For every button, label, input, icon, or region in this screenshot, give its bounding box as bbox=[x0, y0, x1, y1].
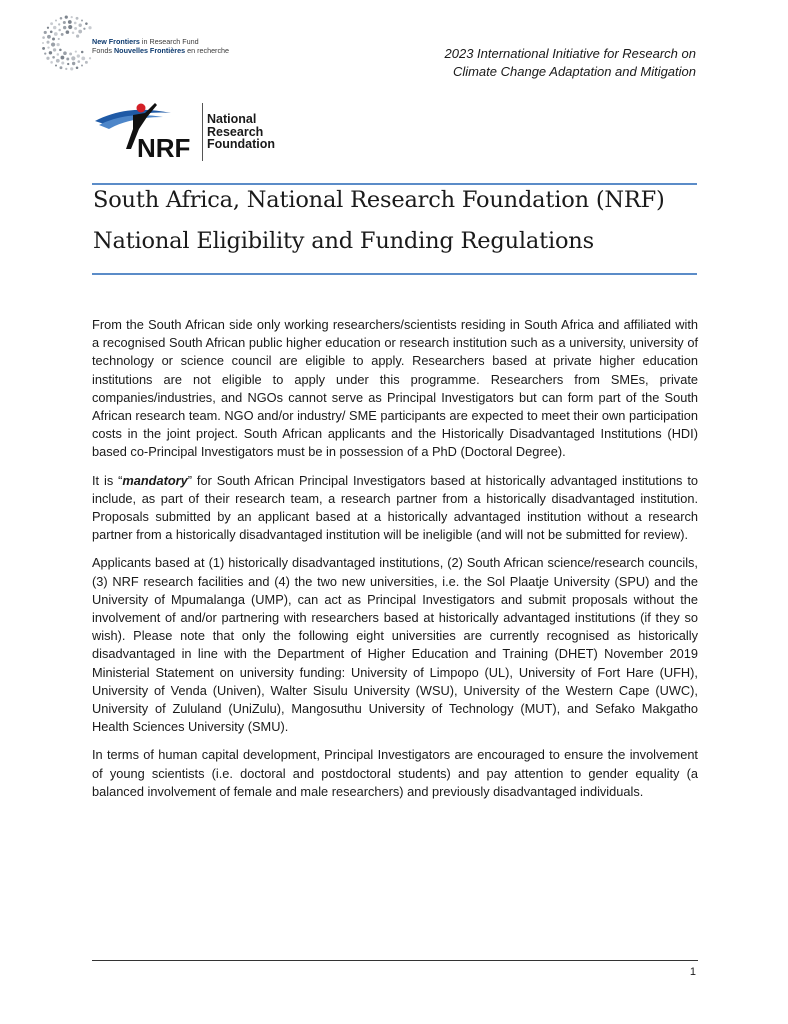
nrf-logo-divider bbox=[202, 103, 203, 161]
paragraph-mandatory: It is “mandatory” for South African Principal Investigators based at historically advantaged institutions to include, as part of their research team, a research partner from a historically disadvantaged institution. Proposals submitted by an applicant based at a historically advantaged institution without a research partner from a historically disadvantaged institution will be ineligible (and will not be submitted for review). bbox=[92, 472, 698, 543]
nfrf-dot bbox=[66, 30, 70, 34]
nfrf-dot bbox=[52, 56, 55, 59]
nfrf-dot bbox=[70, 67, 73, 70]
nrf-logo-name: National Research Foundation bbox=[207, 112, 276, 151]
nfrf-dot bbox=[78, 30, 82, 34]
nfrf-dot bbox=[60, 17, 63, 20]
nfrf-dot bbox=[51, 42, 55, 46]
page-subtitle: National Eligibility and Funding Regulations bbox=[93, 228, 594, 254]
nfrf-dot bbox=[59, 49, 62, 52]
nrf-acronym: NRF bbox=[137, 133, 191, 163]
nfrf-dot bbox=[55, 65, 57, 67]
nfrf-dot bbox=[67, 63, 69, 65]
nfrf-dot bbox=[76, 35, 79, 38]
nfrf-dot bbox=[61, 62, 64, 65]
title-top-rule bbox=[92, 183, 697, 185]
nfrf-dot bbox=[81, 20, 83, 22]
nfrf-dot bbox=[77, 60, 80, 63]
nfrf-dot bbox=[53, 48, 56, 51]
nfrf-dot bbox=[52, 38, 55, 41]
header-line-2: Climate Change Adaptation and Mitigation bbox=[452, 63, 696, 79]
nfrf-dot bbox=[75, 51, 77, 53]
nfrf-dot bbox=[47, 41, 50, 44]
nfrf-dot bbox=[58, 23, 60, 25]
nfrf-dot bbox=[47, 35, 51, 39]
nfrf-dot bbox=[77, 54, 80, 57]
nfrf-dot bbox=[83, 28, 85, 30]
nfrf-dot bbox=[61, 56, 65, 60]
nfrf-dot bbox=[68, 20, 72, 24]
paragraph-hdi-applicants: Applicants based at (1) historically disadvantaged institutions, (2) South African science/research councils, (3) NRF research facilities and (4) the two new universities, i.e. the Sol Plaatje University (SPU) and the University of Mpumalanga (UMP), can act as Principal Investigators and submit proposals without the involvement of and/or partnering with researchers based at historically advantaged institutions (if they so wish). Please note that only the following eight universities are currently recognised as historically disadvantaged in line with the Department of Higher Education and Training (DHET) November 2019 Ministerial Statement on university funding: University of Limpopo (UL), University of Fort Hare (UFH), University of Venda (Univen), Walter Sisulu University (WSU), University of the Western Cape (UWC), University of Zululand (UniZulu), Mangosuthu University of Technology (MUT), and Sefako Makgatho Health Sciences University (SMU). bbox=[92, 555, 698, 735]
nfrf-dot bbox=[56, 59, 60, 63]
nfrf-dot bbox=[89, 57, 91, 59]
nfrf-dot bbox=[42, 47, 45, 50]
nfrf-dot bbox=[63, 21, 66, 24]
nfrf-dot bbox=[63, 51, 67, 55]
nfrf-dot bbox=[42, 42, 44, 44]
nfrf-dot bbox=[81, 51, 84, 54]
nfrf-dot bbox=[66, 57, 69, 60]
nfrf-dot bbox=[61, 33, 64, 36]
nfrf-dot bbox=[81, 57, 85, 61]
nfrf-dot bbox=[76, 66, 79, 69]
nfrf-dot bbox=[74, 27, 77, 30]
nfrf-dot bbox=[65, 68, 67, 70]
nfrf-dot bbox=[60, 66, 63, 69]
nfrf-dot bbox=[65, 16, 68, 19]
nfrf-dot bbox=[57, 53, 60, 56]
nfrf-dot bbox=[54, 32, 58, 36]
nfrf-dot bbox=[58, 29, 61, 32]
nfrf-dot bbox=[53, 26, 56, 29]
nfrf-dot bbox=[49, 51, 52, 54]
nfrf-logo-text: New Frontiers in Research Fund Fonds Nouvelles Frontières en recherche bbox=[92, 37, 230, 55]
nfrf-dot bbox=[44, 31, 47, 34]
nfrf-dot bbox=[85, 61, 88, 64]
nfrf-dot bbox=[76, 17, 79, 20]
nfrf-logo bbox=[40, 14, 230, 74]
nfrf-dot bbox=[50, 61, 53, 64]
nrf-figure-icon bbox=[93, 99, 203, 165]
nfrf-dot bbox=[68, 25, 72, 29]
nrf-logo bbox=[93, 99, 283, 165]
nfrf-dot bbox=[46, 57, 49, 60]
nfrf-dot bbox=[50, 30, 53, 33]
document-header bbox=[276, 45, 696, 80]
nfrf-dot bbox=[88, 26, 91, 29]
nfrf-dot bbox=[74, 22, 77, 25]
nfrf-dot bbox=[47, 27, 49, 29]
nfrf-dot bbox=[78, 24, 81, 27]
mandatory-emphasis: mandatory bbox=[122, 472, 188, 488]
header-line-1: 2023 International Initiative for Research on bbox=[444, 46, 696, 61]
nfrf-dot bbox=[57, 43, 60, 46]
nfrf-dotted-circle-icon bbox=[40, 14, 98, 72]
nfrf-dot bbox=[63, 26, 66, 29]
nfrf-dot bbox=[58, 38, 60, 40]
nfrf-dot bbox=[85, 22, 88, 25]
nfrf-dot bbox=[42, 36, 45, 39]
nfrf-dot bbox=[55, 20, 57, 22]
nfrf-dot bbox=[44, 52, 46, 54]
body-text bbox=[92, 316, 698, 811]
footer-rule bbox=[92, 960, 698, 961]
title-bottom-rule bbox=[92, 273, 697, 275]
nfrf-dot bbox=[72, 62, 75, 65]
nfrf-dot bbox=[71, 56, 75, 60]
nfrf-dot bbox=[72, 32, 75, 35]
nfrf-dot bbox=[71, 16, 73, 18]
page-title: South Africa, National Research Foundation (NRF) bbox=[93, 187, 665, 213]
paragraph-eligibility: From the South African side only working researchers/scientists residing in South Africa and affiliated with a recognised South African public higher education or research institution such as a university, university of technology or science council are eligible to apply. Researchers based at private higher education institutions are not eligible to apply under this programme. Researchers from SMEs, private companies/industries, and NGOs cannot serve as Principal Investigators but can form part of the South African research team. NGO and/or industry/ SME participants are expected to meet their own participation costs in the joint project. South African applicants and the Historically Disadvantaged Institutions (HDI) based co-Principal Investigators must be in possession of a PhD (Doctoral Degree). bbox=[92, 317, 698, 460]
page-number: 1 bbox=[689, 966, 696, 978]
nfrf-dot bbox=[50, 22, 53, 25]
nfrf-dot bbox=[69, 52, 72, 55]
nfrf-dot bbox=[81, 65, 83, 67]
nfrf-dot bbox=[47, 47, 49, 49]
paragraph-human-capital: In terms of human capital development, Principal Investigators are encouraged to ensure the involvement of young scientists (i.e. doctoral and postdoctoral students) and pay attention to gender equality (a balanced involvement of female and male researchers) and previously disadvantaged individuals. bbox=[92, 747, 698, 799]
